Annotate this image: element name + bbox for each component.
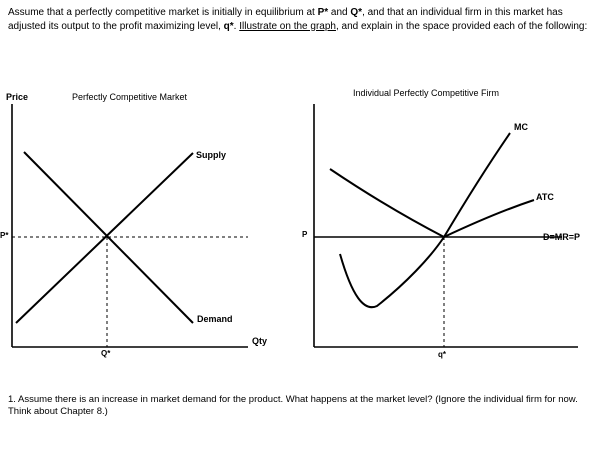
market-title: Perfectly Competitive Market [72, 92, 188, 102]
intro-illustrate-link: Illustrate on the graph [239, 20, 336, 32]
intro-text-3: , and that an individual firm in this market has adjusted its output to the profit maximizing level, [8, 7, 563, 32]
intro-text-1: Assume that a perfectly competitive market is initially in equilibrium at [8, 7, 318, 18]
atc-curve [330, 169, 534, 237]
intro-text-2: and [328, 7, 351, 18]
atc-label: ATC [536, 192, 554, 202]
firm-qstar-label: q* [438, 350, 446, 359]
firm-p-label: P [302, 230, 308, 239]
qstar-label: Q* [101, 349, 111, 358]
intro-text-4: . [233, 20, 240, 32]
qty-axis-label: Qty [252, 336, 268, 346]
dmr-label: D=MR=P [543, 232, 581, 242]
intro-qfirm: q* [223, 20, 234, 32]
intro-pstar: P* [317, 7, 329, 18]
supply-label: Supply [196, 150, 227, 160]
pstar-label: P* [0, 231, 9, 240]
firm-title: Individual Perfectly Competitive Firm [353, 88, 500, 98]
demand-label: Demand [197, 314, 233, 324]
question-1: 1. Assume there is an increase in market demand for the product. What happens at the market level? (Ignore the individual firm for now. Think about Chapter 8.) [8, 394, 578, 417]
mc-curve [340, 133, 510, 307]
intro-qstar: Q* [350, 7, 363, 18]
price-axis-label: Price [6, 92, 29, 102]
intro-text-5: , and explain in the space provided each of the following: [335, 20, 588, 32]
mc-label: MC [514, 122, 528, 132]
